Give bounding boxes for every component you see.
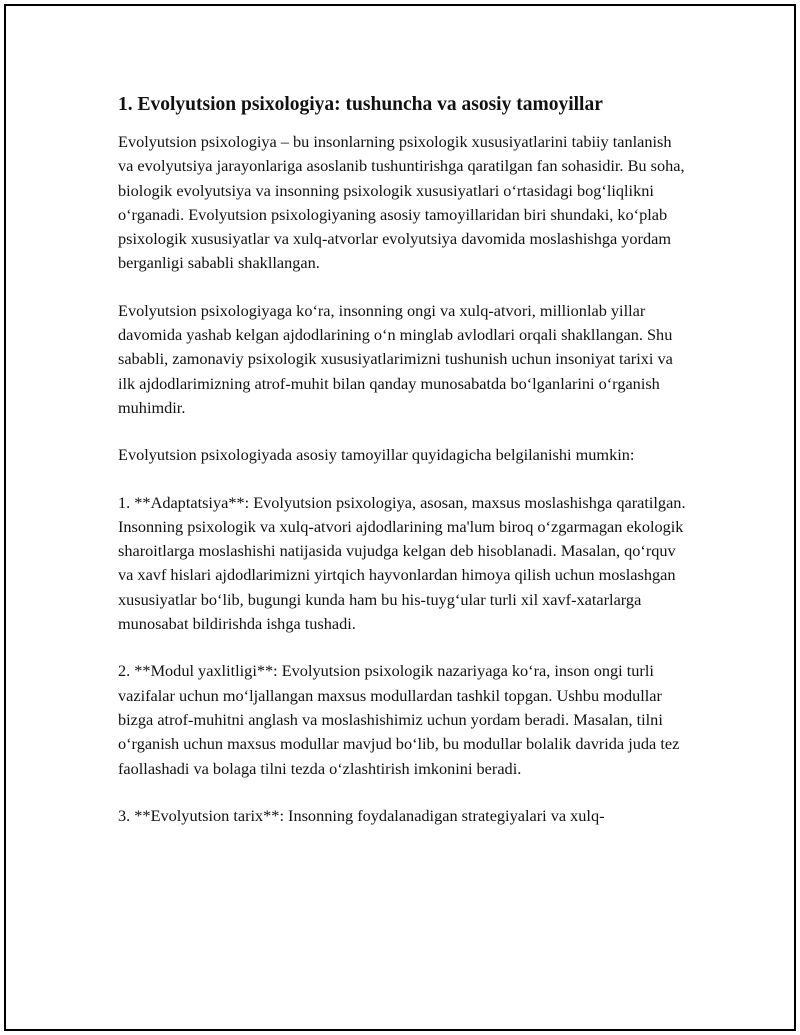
paragraph-definition: Evolyutsion psixologiya – bu insonlarning psixologik xususiyatlarini tabiiy tanlanish va evolyutsiya jarayonlariga asoslanib tushuntirishga qaratilgan fan sohasidir. Bu soha, biologik evolyutsiya va insonning psixologik xususiyatlari o‘rtasidagi bog‘liqlikni o‘rganadi. Evolyutsion psixologiyaning asosiy tamoyillaridan biri shundaki, ko‘plab psixologik xususiyatlar va xulq-atvorlar evolyutsiya davomida moslashishga yordam berganligi sababli shakllangan. [118,132,685,273]
document-body [118,92,688,851]
paragraph-principles-intro: Evolyutsion psixologiyada asosiy tamoyillar quyidagicha belgilanishi mumkin: [118,445,635,465]
paragraph-evolutionary-history: 3. **Evolyutsion tarix**: Insonning foydalanadigan strategiyalari va xulq- [118,805,605,825]
paragraph-modularity: 2. **Modul yaxlitligi**: Evolyutsion psixologik nazariyaga ko‘ra, inson ongi turli vazifalar uchun mo‘ljallangan maxsus modullardan tashkil topgan. Ushbu modullar bizga atrof-muhitni anglash va moslashishimiz uchun yordam beradi. Masalan, tilni o‘rganish uchun maxsus modullar mavjud bo‘lib, bu modullar bolalik davrida juda tez faollashadi va bolaga tilni tezda o‘zlashtirish imkonini beradi. [118,661,680,778]
paragraph-adaptation: 1. **Adaptatsiya**: Evolyutsion psixologiya, asosan, maxsus moslashishga qaratilgan. Insonning psixologik va xulq-atvori ajdodlarining ma'lum biroq o‘zgarmagan ekologik sharoitlarga moslashishi natijasida vujudga kelgan deb hisoblanadi. Masalan, qo‘rquv va xavf hislari ajdodlarimizni yirtqich hayvonlardan himoya qilish uchun moslashgan xususiyatlar bo‘lib, bugungi kunda ham bu his-tuyg‘ular turli xil xavf-xatarlarga munosabat bildirishda ishga tushadi. [118,492,686,634]
section-heading: 1. Evolyutsion psixologiya: tushuncha va asosiy tamoyillar [118,94,603,115]
paragraph-history: Evolyutsion psixologiyaga ko‘ra, insonning ongi va xulq-atvori, millionlab yillar davomida yashab kelgan ajdodlarining o‘n minglab avlodlari orqali shakllangan. Shu sababli, zamonaviy psixologik xususiyatlarimizni tushunish uchun insoniyat tarixi va ilk ajdodlarimizning atrof-muhit bilan qanday munosabatda bo‘lganlarini o‘rganish muhimdir. [118,300,673,417]
